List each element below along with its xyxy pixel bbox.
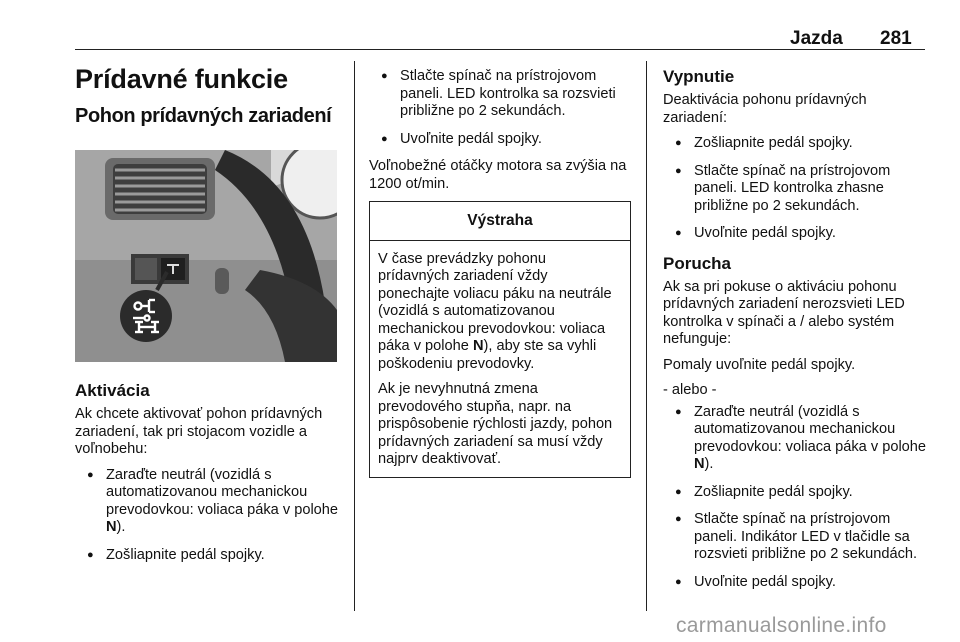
list-item: ● Stlačte spínač na prístrojovom paneli. Indikátor LED v tlačidle sa rozsvieti približne po 2 sekundách.	[663, 511, 929, 564]
activation-steps	[75, 467, 343, 565]
column-divider	[354, 61, 355, 611]
column-divider	[646, 61, 647, 611]
list-item: ● Zaraďte neutrál (vozidlá s automatizovanou mechanickou prevodovkou: voliaca páka v polohe N).	[75, 467, 343, 537]
column-2	[369, 68, 631, 478]
activation-steps-continued	[369, 68, 631, 148]
watermark: carmanualsonline.info	[676, 614, 887, 637]
fault-heading: Porucha	[663, 253, 732, 273]
deactivation-steps	[663, 135, 929, 243]
page-title: Prídavné funkcie	[75, 64, 288, 94]
warning-body	[370, 241, 630, 469]
list-item: ● Stlačte spínač na prístrojovom paneli. LED kontrolka sa rozsvieti približne po 2 sekundách.	[369, 68, 631, 121]
section-subtitle: Pohon prídavných zariadení	[75, 105, 332, 127]
page-number: 281	[880, 28, 912, 49]
warning-text: Ak je nevyhnutná zmena prevodového stupňa, napr. na prispôsobenie rýchlosti jazdy, pohon prídavných zariadení sa musí vždy najprv deaktivovať.	[378, 381, 613, 467]
list-item: ● Stlačte spínač na prístrojovom paneli. LED kontrolka zhasne približne po 2 sekundách.	[663, 163, 929, 216]
column-1	[75, 62, 343, 574]
list-item: ● Zošliapnite pedál spojky.	[75, 547, 343, 565]
list-item: ● Uvoľnite pedál spojky.	[663, 225, 929, 243]
dashboard-photo	[75, 150, 337, 362]
activation-heading: Aktivácia	[75, 381, 150, 400]
fault-step: Pomaly uvoľnite pedál spojky.	[663, 356, 856, 373]
list-item: ● Uvoľnite pedál spojky.	[369, 131, 631, 149]
warning-box	[369, 201, 631, 478]
list-item: ● Uvoľnite pedál spojky.	[663, 574, 929, 592]
section-title: Jazda	[790, 28, 843, 49]
fault-intro: Ak sa pri pokuse o aktiváciu pohonu prídavných zariadení nerozsvieti LED kontrolka v spínači a / alebo systém nefunguje:	[663, 278, 905, 347]
fault-steps	[663, 404, 929, 592]
column-3	[663, 66, 929, 601]
idle-speed-note: Voľnobežné otáčky motora sa zvýšia na 1200 ot/min.	[369, 158, 627, 192]
list-item: ● Zaraďte neutrál (vozidlá s automatizovanou mechanickou prevodovkou: voliaca páka v polohe N).	[663, 404, 929, 474]
list-item: ● Zošliapnite pedál spojky.	[663, 484, 929, 502]
deactivation-heading: Vypnutie	[663, 67, 735, 86]
header-divider	[75, 49, 925, 50]
or-separator: - alebo -	[663, 382, 717, 398]
deactivation-intro: Deaktivácia pohonu prídavných zariadení:	[663, 92, 867, 126]
warning-text: V čase prevádzky pohonu prídavných zariadení vždy ponechajte voliacu páku na neutrále (vozidlá s automatizovanou mechanickou prevodovkou: voliaca páka v polohe N), aby ste sa vyhli poškodeniu prevodovky.	[378, 250, 612, 372]
activation-intro: Ak chcete aktivovať pohon prídavných zariadení, tak pri stojacom vozidle a voľnobehu:	[75, 406, 323, 457]
warning-title: Výstraha	[370, 202, 630, 241]
list-item: ● Zošliapnite pedál spojky.	[663, 135, 929, 153]
